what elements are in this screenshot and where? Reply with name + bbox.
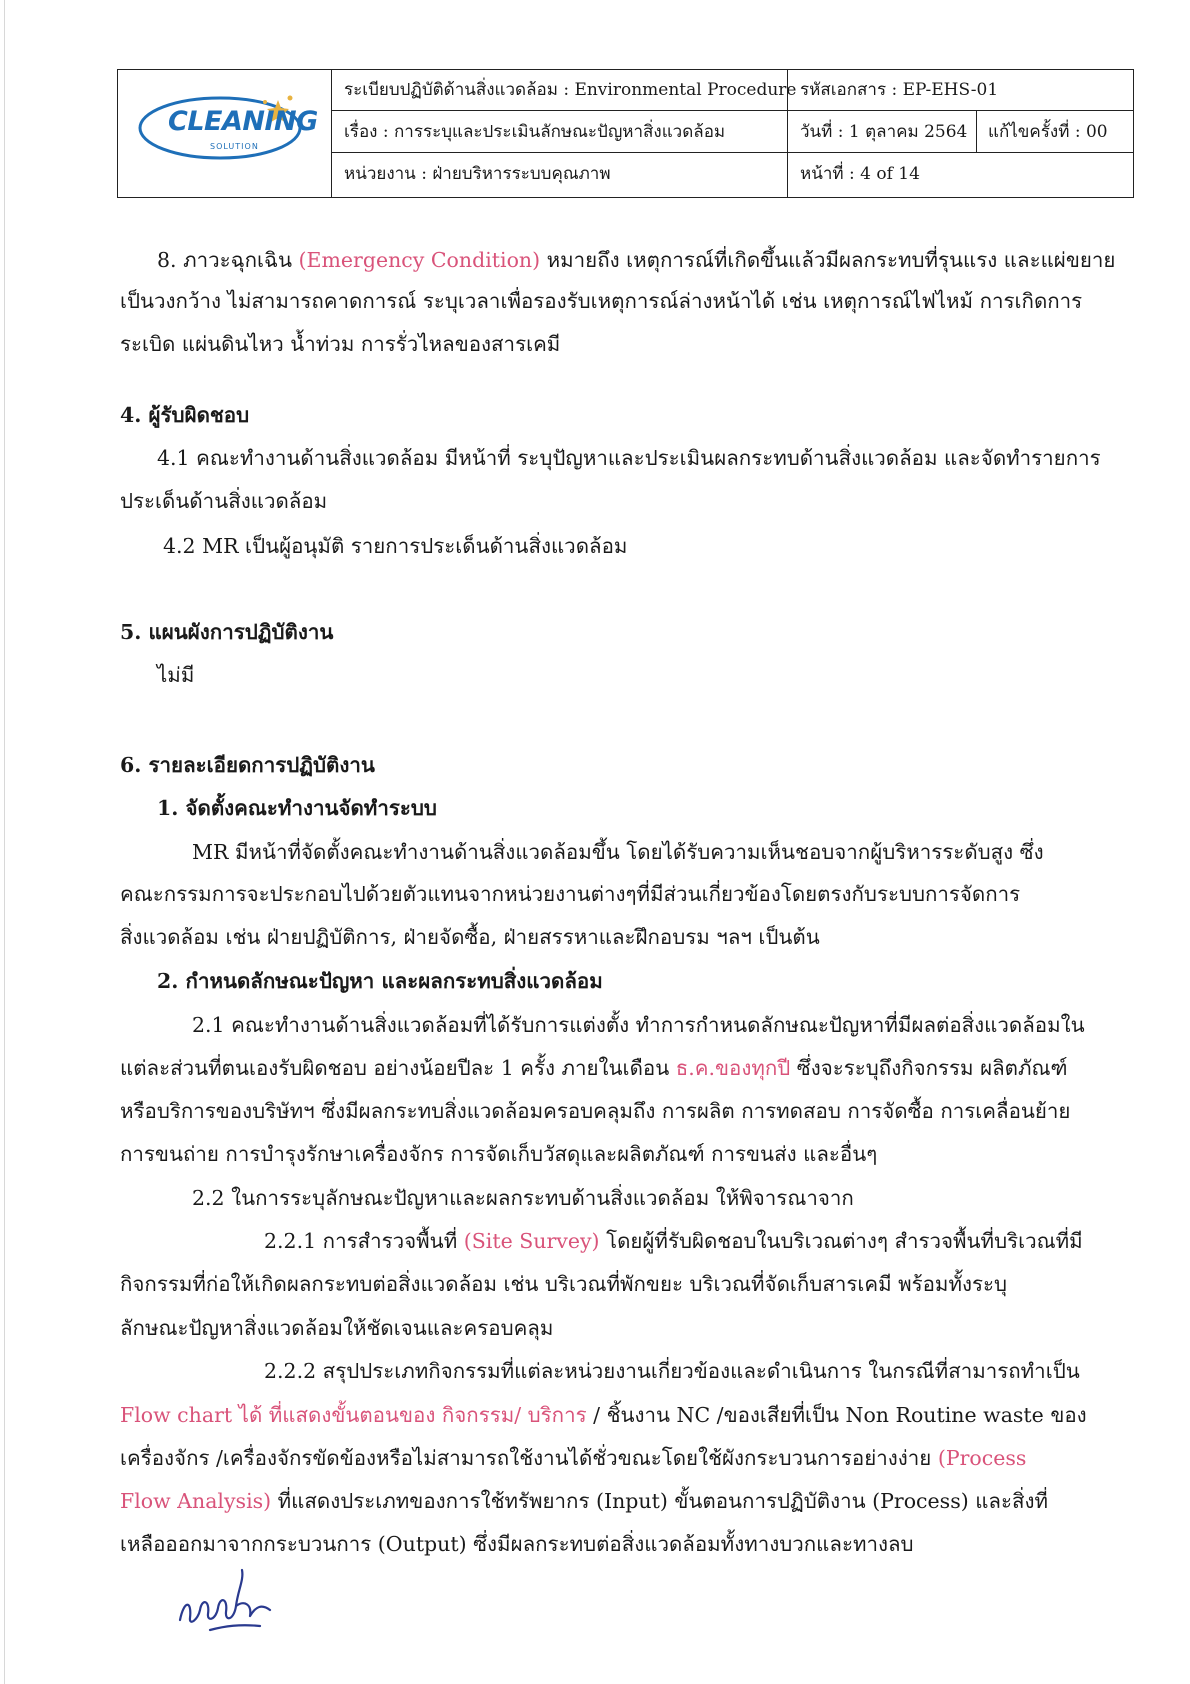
section-6-1-heading: 1. จัดตั้งคณะทำงานจัดทำระบบ xyxy=(157,796,437,820)
section-4-1-line-1: 4.1 คณะทำงานด้านสิ่งแวดล้อม มีหน้าที่ ระบุปัญหาและประเมินผลกระทบด้านสิ่งแวดล้อม และจัดทำรายการ xyxy=(157,446,1101,470)
definition-8-line-3: ระเบิด แผ่นดินไหว น้ำท่วม การรั่วไหลของสารเคมี xyxy=(120,332,561,356)
section-4-1-line-2: ประเด็นด้านสิ่งแวดล้อม xyxy=(120,489,328,513)
document-code: รหัสเอกสาร : EP-EHS-01 xyxy=(800,80,999,100)
section-6-1-line-2: คณะกรรมการจะประกอบไปด้วยตัวแทนจากหน่วยงานต่างๆที่มีส่วนเกี่ยวข้องโดยตรงกับระบบการจัดการ xyxy=(120,882,1021,906)
section-6-2-2-2-line-4: Flow Analysis) ที่แสดงประเภทของการใช้ทรัพยากร (Input) ขั้นตอนการปฏิบัติงาน (Process) และสิ่งที่ xyxy=(120,1489,1049,1513)
section-6-2-1-line-1: 2.1 คณะทำงานด้านสิ่งแวดล้อมที่ได้รับการแต่งตั้ง ทำการกำหนดลักษณะปัญหาที่มีผลต่อสิ่งแวดล้อมใน xyxy=(192,1013,1085,1037)
section-4-heading: 4. ผู้รับผิดชอบ xyxy=(120,403,250,427)
section-6-2-2-2-line-5: เหลือออกมาจากกระบวนการ (Output) ซึ่งมีผลกระทบต่อสิ่งแวดล้อมทั้งทางบวกและทางลบ xyxy=(120,1532,914,1556)
definition-8-line-1: 8. ภาวะฉุกเฉิน (Emergency Condition) หมายถึง เหตุการณ์ที่เกิดขึ้นแล้วมีผลกระทบที่รุนแรง และแผ่ขยาย xyxy=(157,248,1116,272)
section-6-2-1-line-2: แต่ละส่วนที่ตนเองรับผิดชอบ อย่างน้อยปีละ 1 ครั้ง ภายในเดือน ธ.ค.ของทุกปี ซึ่งจะระบุถึงกิจกรรม ผลิตภัณฑ์ xyxy=(120,1056,1068,1080)
section-4-2: 4.2 MR เป็นผู้อนุมัติ รายการประเด็นด้านสิ่งแวดล้อม xyxy=(163,534,628,558)
document-date: วันที่ : 1 ตุลาคม 2564 xyxy=(800,122,968,142)
department: หน่วยงาน : ฝ่ายบริหารระบบคุณภาพ xyxy=(344,164,611,184)
definition-8-line-2: เป็นวงกว้าง ไม่สามารถคาดการณ์ ระบุเวลาเพื่อรองรับเหตุการณ์ล่างหน้าได้ เช่น เหตุการณ์ไฟไหม้ การเกิดการ xyxy=(120,289,1083,313)
section-6-2-2-2-line-3: เครื่องจักร /เครื่องจักรขัดข้องหรือไม่สามารถใช้งานได้ชั่วขณะโดยใช้ผังกระบวนการอย่างง่าย (Process xyxy=(120,1446,1027,1470)
logo-wordmark: CLEANING xyxy=(168,106,318,137)
section-6-2-1-line-4: การขนถ่าย การบำรุงรักษาเครื่องจักร การจัดเก็บวัสดุและผลิตภัณฑ์ การขนส่ง และอื่นๆ xyxy=(120,1142,878,1166)
section-6-2-2-1-line-2: กิจกรรมที่ก่อให้เกิดผลกระทบต่อสิ่งแวดล้อม เช่น บริเวณที่พักขยะ บริเวณที่จัดเก็บสารเคมี พร้อมทั้งระบุ xyxy=(120,1272,1008,1296)
section-6-2-2-2-line-2: Flow chart ได้ ที่แสดงขั้นตอนของ กิจกรรม/ บริการ / ชิ้นงาน NC /ของเสียที่เป็น Non Routine waste ของ xyxy=(120,1403,1087,1427)
revision-number: แก้ไขครั้งที่ : 00 xyxy=(988,122,1108,142)
section-6-1-line-3: สิ่งแวดล้อม เช่น ฝ่ายปฏิบัติการ, ฝ่ายจัดซื้อ, ฝ่ายสรรหาและฝึกอบรม ฯลฯ เป็นต้น xyxy=(120,925,820,949)
section-6-heading: 6. รายละเอียดการปฏิบัติงาน xyxy=(120,753,375,777)
section-6-2-2-heading: 2.2 ในการระบุลักษณะปัญหาและผลกระทบด้านสิ่งแวดล้อม ให้พิจารณาจาก xyxy=(192,1186,854,1210)
section-6-2-2-1-line-1: 2.2.1 การสำรวจพื้นที่ (Site Survey) โดยผู้ที่รับผิดชอบในบริเวณต่างๆ สำรวจพื้นที่บริเวณที่มี xyxy=(264,1229,1083,1253)
page-number: หน้าที่ : 4 of 14 xyxy=(800,164,920,184)
section-6-2-2-1-line-3: ลักษณะปัญหาสิ่งแวดล้อมให้ชัดเจนและครอบคลุม xyxy=(120,1316,554,1340)
document-header-table xyxy=(117,69,1134,198)
section-6-2-2-2-line-1: 2.2.2 สรุปประเภทกิจกรรมที่แต่ละหน่วยงานเกี่ยวข้องและดำเนินการ ในกรณีที่สามารถทำเป็น xyxy=(264,1359,1080,1383)
section-6-2-heading: 2. กำหนดลักษณะปัญหา และผลกระทบสิ่งแวดล้อม xyxy=(157,969,603,993)
handwritten-signature xyxy=(170,1560,290,1640)
section-5-body: ไม่มี xyxy=(157,663,195,687)
section-6-2-1-line-3: หรือบริการของบริษัทฯ ซึ่งมีผลกระทบสิ่งแวดล้อมครอบคลุมถึง การผลิต การทดสอบ การจัดซื้อ การเคลื่อนย้าย xyxy=(120,1099,1071,1123)
section-5-heading: 5. แผนผังการปฏิบัติงาน xyxy=(120,620,334,644)
logo-subtext: SOLUTION xyxy=(210,142,259,151)
subject-title: เรื่อง : การระบุและประเมินลักษณะปัญหาสิ่งแวดล้อม xyxy=(344,122,726,142)
scan-edge-line xyxy=(4,0,5,1684)
procedure-title: ระเบียบปฏิบัติด้านสิ่งแวดล้อม : Environmental Procedure xyxy=(344,80,797,100)
section-6-1-line-1: MR มีหน้าที่จัดตั้งคณะทำงานด้านสิ่งแวดล้อมขึ้น โดยได้รับความเห็นชอบจากผู้บริหารระดับสูง ซึ่ง xyxy=(192,840,1044,864)
